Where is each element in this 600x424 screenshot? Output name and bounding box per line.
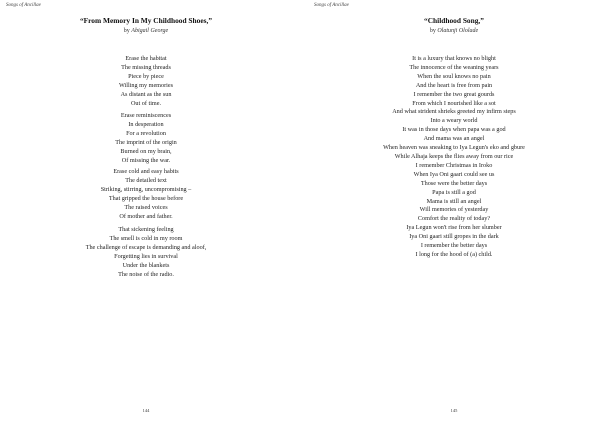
page-number: 145 (450, 408, 458, 413)
poem-line: Out of time. (130, 99, 162, 107)
poem-line: Into a weary world (430, 117, 478, 125)
poem-line: The missing threads (121, 63, 171, 71)
poem-line: It is a luxury that knows no blight (412, 55, 496, 62)
byline (0, 28, 292, 34)
poem-line: Erase reminiscences (120, 112, 172, 119)
poem-line: When Iya Oni gaari could see us (413, 170, 495, 178)
poem-line: I remember the better days (420, 242, 488, 250)
poem-line: The noise of the radio. (118, 270, 174, 278)
stanza (0, 226, 292, 279)
poem-line: And what strident shrieks greeted my infirm steps (392, 108, 516, 116)
poem-line: From which I nourished like a sot (412, 99, 496, 107)
stanza (0, 168, 292, 221)
poem-line: Piece by piece (128, 72, 164, 80)
poem-line: Striking, stirring, uncompromising – (100, 185, 192, 193)
author-name: Abigail George (131, 28, 169, 34)
poem-line: Under the blankets (122, 261, 170, 269)
poem-line: It was in those days when papa was a god (402, 126, 506, 134)
poem-line: Iya Legun won't rise from her slumber (406, 224, 502, 232)
poem-line: Mama is still an angel (426, 197, 482, 205)
poem-line: Comfort the reality of today? (417, 215, 491, 223)
poem-line: I long for the hood of (a) child. (415, 250, 493, 258)
poem-line: Those were the better days (420, 179, 488, 187)
poem-line: Erase the habitat (125, 55, 167, 62)
poem-line: Willing my memories (118, 81, 174, 89)
poem-line: In desperation (128, 120, 164, 128)
poem-line: The imprint of the origin (115, 138, 177, 146)
poem-line: When the soul knows no pain (417, 72, 491, 80)
poem-line: As distant as the sun (120, 90, 172, 98)
poem-line: Will memories of yesterday (419, 206, 489, 214)
running-head: Songs of Ancillae (6, 3, 41, 8)
poem-line: I remember Christmas in Iroko (415, 161, 493, 169)
poem-line: Iya Oni gaari still gropes in the dark (409, 233, 499, 241)
poem-line: Forgetting lies in survival (114, 252, 178, 260)
stanza (0, 55, 292, 108)
poem-line: Burned on my brain, (120, 147, 172, 155)
author-name: Olatunji Ololade (437, 28, 479, 34)
poem-line: That gripped the house before (108, 194, 184, 202)
poem-line: The challenge of escape is demanding and aloof, (85, 243, 207, 251)
poem-line: And mama was an angel (423, 135, 485, 143)
poem-line: For a revolution (126, 129, 166, 137)
poem-line: Of missing the war. (121, 156, 171, 164)
poem-line: Of mother and father. (119, 212, 173, 220)
stanza (0, 112, 292, 165)
right-page (308, 0, 600, 424)
stanza (308, 55, 600, 260)
byline (308, 28, 600, 34)
poem-line: The smell is cold in my room (109, 234, 183, 242)
poem-line: The innocence of the weaning years (409, 63, 499, 71)
poem-line: Erase cold and easy habits (113, 168, 179, 175)
poem-title: “Childhood Song,” (424, 16, 484, 25)
byline-prefix: by (429, 28, 436, 34)
running-head: Songs of Ancillae (314, 3, 349, 8)
poem-line: That sickening feeling (118, 226, 174, 233)
poem-line: I remember the two great gourds (413, 90, 495, 98)
left-page (0, 0, 292, 424)
poem-title: “From Memory In My Childhood Shoes,” (79, 16, 213, 25)
poem-line: And the heart is free from pain (415, 81, 493, 89)
page-number: 144 (142, 408, 150, 413)
poem-line: The raised voices (124, 203, 168, 211)
byline-prefix: by (123, 28, 130, 34)
poem-line: The detailed text (125, 176, 167, 184)
poem-line: Papa is still a god (432, 188, 476, 196)
poem-line: When heaven was sneaking to Iya Legun's eko and gbure (383, 144, 525, 152)
poem-line: While Alhaja keeps the flies away from our rice (394, 152, 514, 160)
